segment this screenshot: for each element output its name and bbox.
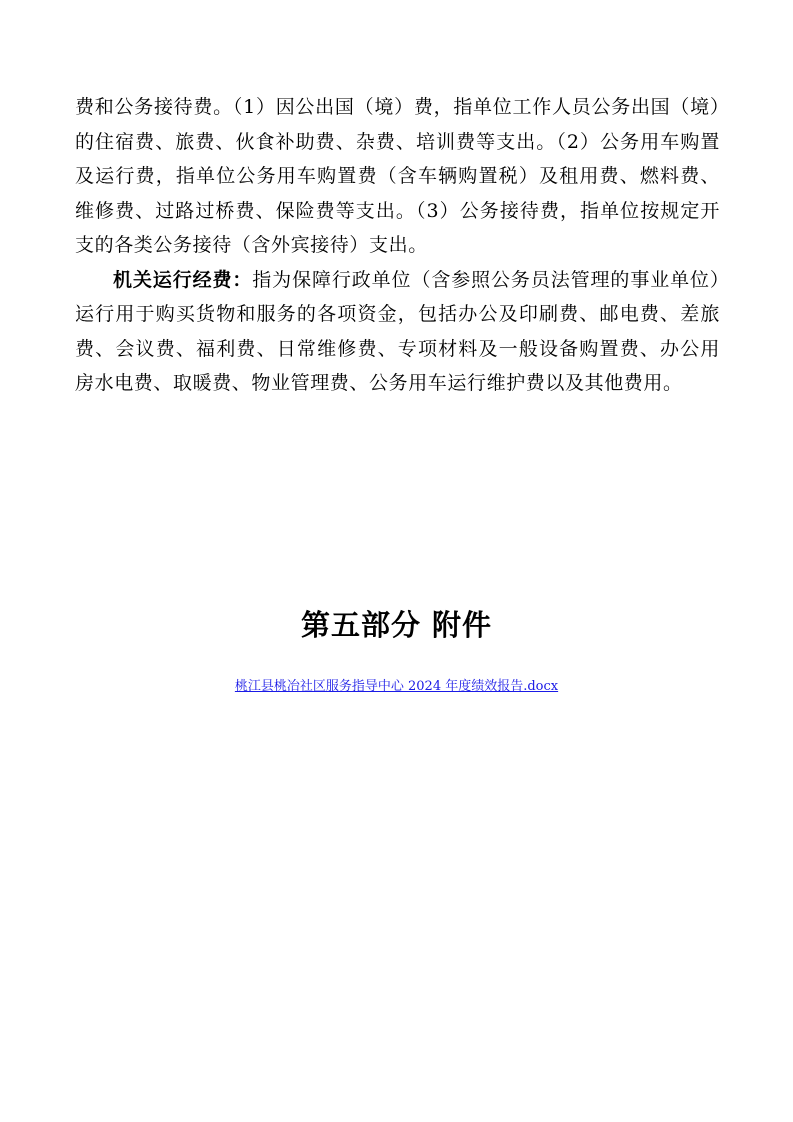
- section-title: 第五部分 附件: [300, 608, 493, 642]
- paragraph-operating-funds: [75, 263, 720, 401]
- attachment-link-container: [0, 675, 793, 694]
- term-operating-funds: 机关运行经费：: [113, 268, 253, 291]
- body-text: [75, 90, 720, 401]
- attachment-link[interactable]: 桃江县桃冶社区服务指导中心 2024 年度绩效报告.docx: [234, 679, 559, 694]
- operating-funds-definition: 指为保障行政单位（含参照公务员法管理的事业单位）运行用于购买货物和服务的各项资金，包括办公及印刷费、邮电费、差旅费、会议费、福利费、日常维修费、专项材料及一般设备购置费、办公用房水电费、取暖费、物业管理费、公务用车运行维护费以及其他费用。: [75, 268, 720, 394]
- paragraph-expense-definitions: 费和公务接待费。（1）因公出国（境）费，指单位工作人员公务出国（境）的住宿费、旅费、伙食补助费、杂费、培训费等支出。（2）公务用车购置及运行费，指单位公务用车购置费（含车辆购置税）及租用费、燃料费、维修费、过路过桥费、保险费等支出。（3）公务接待费，指单位按规定开支的各类公务接待（含外宾接待）支出。: [75, 96, 720, 256]
